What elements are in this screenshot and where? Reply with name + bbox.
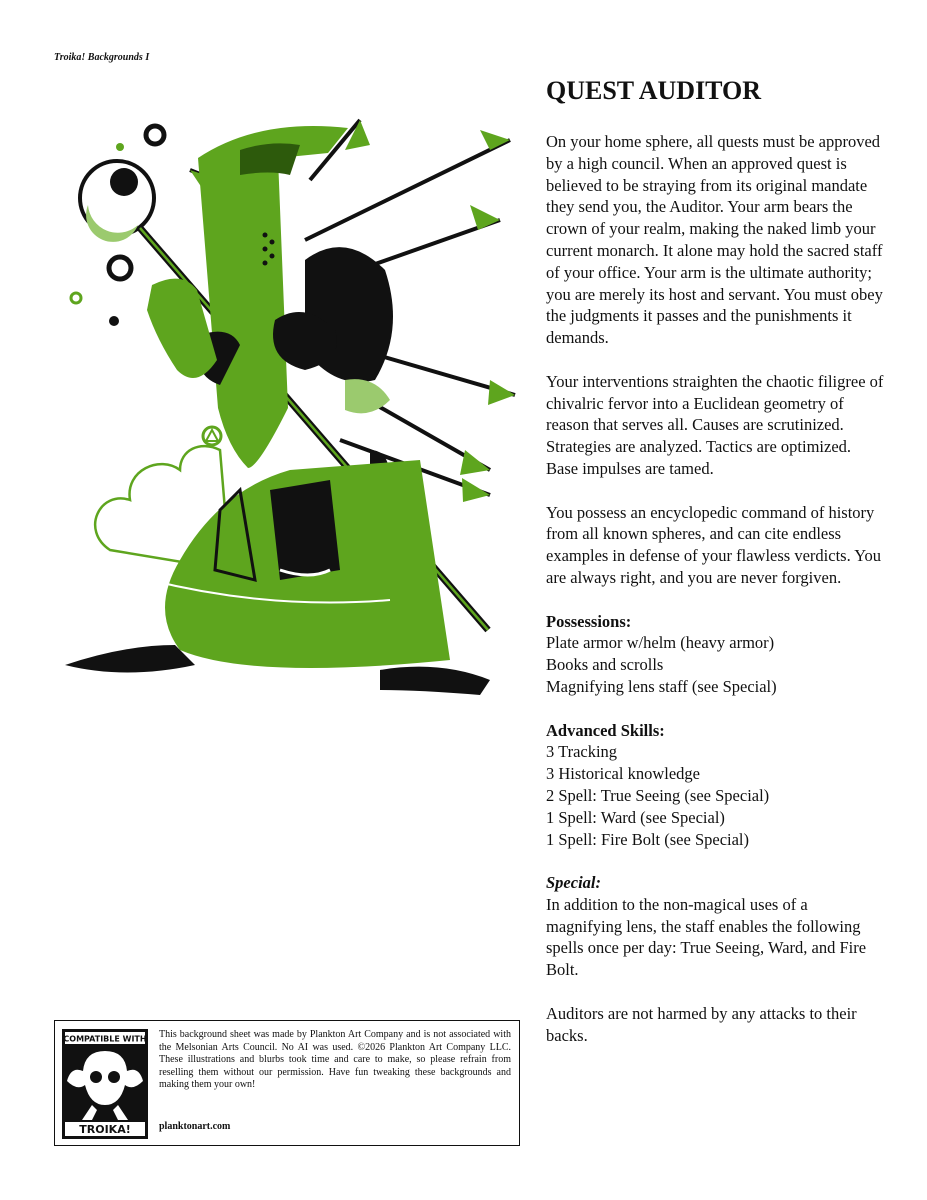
skill-item: 3 Tracking	[546, 742, 618, 762]
special-paragraph: In addition to the non-magical uses of a magnifying lens, the staff enables the following spells once per day: True Seeing, Ward, and Fire Bolt.	[546, 894, 867, 980]
possession-item: Magnifying lens staff (see Special)	[546, 676, 777, 696]
special-heading: Special:	[546, 873, 601, 893]
footer-notice-box	[54, 1020, 520, 1146]
background-title: QUEST AUDITOR	[546, 76, 762, 105]
compatible-with-troika-logo	[62, 1029, 148, 1139]
description-paragraph: You possess an encyclopedic command of history from all known spheres, and can cite endless examples in defense of your flawless verdicts. You are always right, and you are never forgiven.	[546, 502, 881, 587]
svg-text:TROIKA!: TROIKA!	[79, 1123, 131, 1136]
footer-notice: This background sheet was made by Plankton Art Company and is not associated with the Melsonian Arts Council. No AI was used. ©2026 Plankton Art Company LLC. These illustrations and blurbs took time and care to make, so please refrain from reselling them without our permission. Have fun tweaking these backgrounds and making them your own!	[159, 1029, 511, 1091]
special-section	[546, 872, 886, 1046]
possessions-section	[546, 611, 886, 698]
advanced-skills-section	[546, 720, 886, 851]
svg-text:COMPATIBLE WITH: COMPATIBLE WITH	[63, 1034, 147, 1044]
skill-item: 2 Spell: True Seeing (see Special)	[546, 785, 770, 805]
possession-item: Plate armor w/helm (heavy armor)	[546, 633, 775, 653]
quest-auditor-illustration	[60, 110, 530, 700]
description-paragraph: On your home sphere, all quests must be approved by a high council. When an approved quest is believed to be straying from its original mandate they send you, the Auditor. Your arm bears the crown of your realm, making the naked limb your current monarch. It alone may hold the sacred staff of your office. Your arm is the ultimate authority; you are merely its host and servant. You must obey the judgments it passes and the punishments it demands.	[546, 132, 883, 348]
footer-url-link[interactable]: planktonart.com	[159, 1121, 231, 1132]
possessions-heading: Possessions:	[546, 611, 632, 631]
running-title: Troika! Backgrounds I	[54, 52, 150, 63]
possession-item: Books and scrolls	[546, 655, 664, 675]
background-content	[546, 74, 886, 1068]
advanced-skills-heading: Advanced Skills:	[546, 720, 665, 740]
special-paragraph: Auditors are not harmed by any attacks to their backs.	[546, 1003, 857, 1045]
skill-item: 1 Spell: Fire Bolt (see Special)	[546, 829, 750, 849]
description-paragraph: Your interventions straighten the chaotic filigree of chivalric fervor into a Euclidean geometry of reason that serves all. Causes are scrutinized. Strategies are analyzed. Tactics are optimized. Base impulses are tamed.	[546, 371, 884, 478]
skill-item: 3 Historical knowledge	[546, 764, 700, 784]
skill-item: 1 Spell: Ward (see Special)	[546, 807, 725, 827]
